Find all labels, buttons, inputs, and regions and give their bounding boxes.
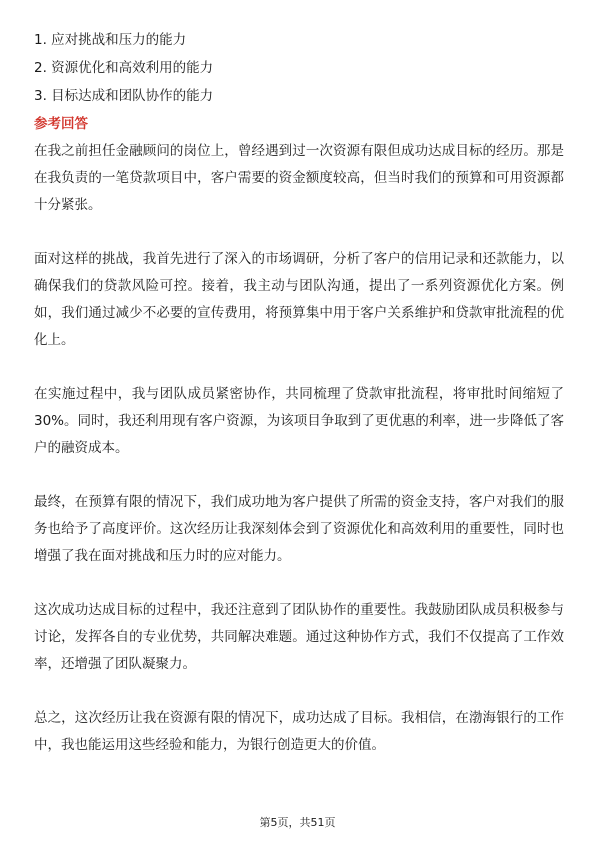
answer-paragraph-1: 在我之前担任金融顾问的岗位上，曾经遇到过一次资源有限但成功达成目标的经历。那是在我负责的一笔贷款项目中，客户需要的资金额度较高，但当时我们的预算和可用资源都十分紧张。 (34, 143, 564, 213)
page-number-footer: 第5页，共51页 (259, 816, 336, 829)
ability-list-item-2: 2. 资源优化和高效利用的能力 (34, 60, 214, 76)
answer-paragraph-3: 在实施过程中，我与团队成员紧密协作，共同梳理了贷款审批流程，将审批时间缩短了30%。同时，我还利用现有客户资源，为该项目争取到了更优惠的利率，进一步降低了客户的融资成本。 (34, 386, 564, 456)
answer-paragraph-6: 总之，这次经历让我在资源有限的情况下，成功达成了目标。我相信，在渤海银行的工作中，我也能运用这些经验和能力，为银行创造更大的价值。 (34, 710, 564, 753)
document-page (34, 30, 564, 759)
ability-list-item-1: 1. 应对挑战和压力的能力 (34, 32, 187, 48)
answer-paragraph-4: 最终，在预算有限的情况下，我们成功地为客户提供了所需的资金支持，客户对我们的服务也给予了高度评价。这次经历让我深刻体会到了资源优化和高效利用的重要性，同时也增强了我在面对挑战和压力时的应对能力。 (34, 494, 564, 564)
answer-paragraph-2: 面对这样的挑战，我首先进行了深入的市场调研，分析了客户的信用记录和还款能力，以确保我们的贷款风险可控。接着，我主动与团队沟通，提出了一系列资源优化方案。例如，我们通过减少不必要的宣传费用，将预算集中用于客户关系维护和贷款审批流程的优化上。 (34, 251, 564, 348)
ability-list-item-3: 3. 目标达成和团队协作的能力 (34, 88, 214, 104)
answer-heading: 参考回答 (34, 116, 88, 132)
answer-paragraph-5: 这次成功达成目标的过程中，我还注意到了团队协作的重要性。我鼓励团队成员积极参与讨论，发挥各自的专业优势，共同解决难题。通过这种协作方式，我们不仅提高了工作效率，还增强了团队凝聚力。 (34, 602, 564, 672)
